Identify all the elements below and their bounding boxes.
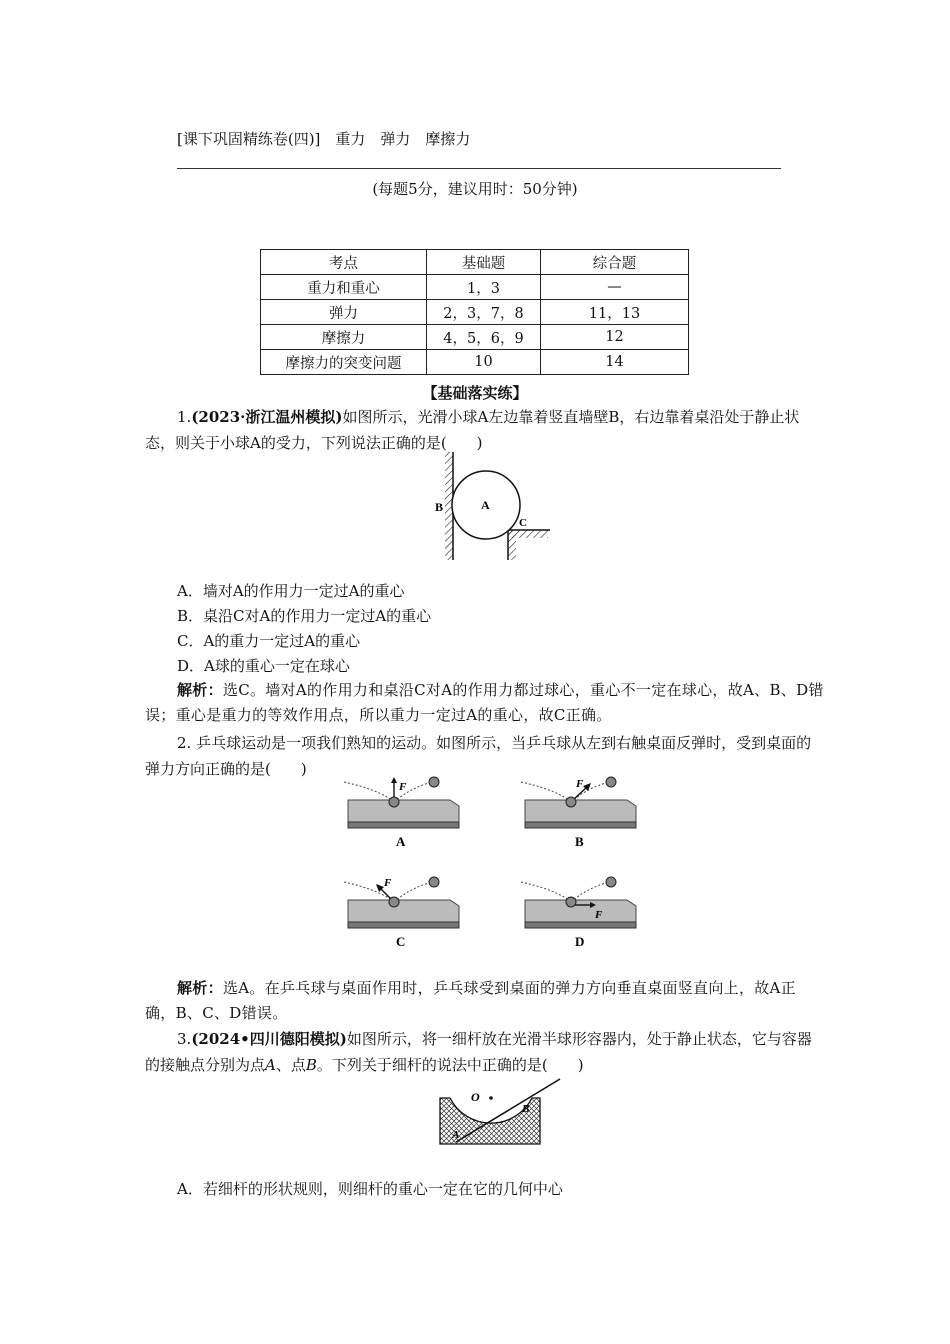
question-3-stem — [145, 1026, 815, 1078]
table-surface — [525, 900, 636, 922]
arrow-head — [391, 777, 397, 783]
question-source: (2024•四川德阳模拟) — [191, 1030, 347, 1048]
center-label: O — [471, 1090, 480, 1104]
section-heading: 【基础落实练】 — [422, 384, 528, 402]
trajectory-in — [344, 782, 394, 802]
question-text: 如图所示，光滑小球A左边靠着竖直墙壁B，右边靠着桌沿处于静止状态，则关于小球A的受力，下列说法正确的是( ) — [145, 408, 800, 452]
question-1-analysis — [145, 678, 825, 728]
option-c: C．A的重力一定过A的重心 — [177, 632, 361, 650]
table-base — [348, 922, 459, 928]
table-cell: — — [541, 275, 689, 300]
panel-label: C — [396, 934, 406, 949]
panel-label: A — [396, 834, 406, 849]
table-cell: 4，5，6，9 — [427, 325, 541, 350]
point-a-figure-label: A — [452, 1129, 460, 1141]
table-cell: 11，13 — [541, 300, 689, 325]
analysis-text: 选A。在乒乓球与桌面作用时，乒乓球受到桌面的弹力方向垂直桌面竖直向上，故A正确，B、C、D错误。 — [145, 979, 796, 1022]
table-side-hatch — [508, 530, 516, 560]
ball-rebound — [429, 777, 439, 787]
question-text: 如图所示，将一细杆放在光滑半球形容器内，处于静止状态，它与容器的接触点分别为点 — [145, 1030, 812, 1074]
ball-label: A — [481, 498, 490, 512]
force-label: F — [595, 909, 603, 921]
table-header-cell: 综合题 — [541, 250, 689, 275]
page-subtitle: (每题5分，建议用时：50分钟) — [372, 180, 578, 198]
table-header-cell: 基础题 — [427, 250, 541, 275]
question-1-figure — [430, 450, 560, 562]
table-cell: 弹力 — [261, 300, 427, 325]
ball — [566, 897, 576, 907]
question-2-stem — [145, 730, 815, 782]
question-text: 乒乓球运动是一项我们熟知的运动。如图所示，当乒乓球从左到右触桌面反弹时，受到桌面的弹力方向正确的是( ) — [145, 734, 812, 778]
table-row — [261, 350, 689, 375]
analysis-label: 解析： — [177, 681, 223, 699]
table-surface — [348, 900, 459, 922]
trajectory-in — [521, 882, 571, 902]
table-cell: 14 — [541, 350, 689, 375]
ball — [389, 897, 399, 907]
ball-rebound — [606, 877, 616, 887]
table-row — [261, 300, 689, 325]
panel-label: D — [575, 934, 585, 949]
question-number: 1. — [177, 408, 192, 426]
wall-label: B — [435, 500, 444, 514]
table-base — [525, 922, 636, 928]
option-d: D．A球的重心一定在球心 — [177, 657, 350, 675]
trajectory-in — [521, 782, 571, 802]
question-number: 3. — [177, 1030, 192, 1048]
table-cell: 10 — [427, 350, 541, 375]
panel-a-figure — [340, 772, 470, 854]
point-a-label: A — [265, 1056, 276, 1074]
table-row — [261, 325, 689, 350]
question-source: (2023·浙江温州模拟) — [191, 408, 343, 426]
option-a: A．若细杆的形状规则，则细杆的重心一定在它的几何中心 — [177, 1180, 563, 1198]
trajectory-out — [571, 882, 609, 902]
table-cell: 12 — [541, 325, 689, 350]
analysis-label: 解析： — [177, 979, 223, 997]
panel-b-figure — [517, 772, 647, 854]
table-cell: 摩擦力 — [261, 325, 427, 350]
table-cell: 1，3 — [427, 275, 541, 300]
ball — [389, 797, 399, 807]
question-text: 、点 — [275, 1056, 306, 1074]
panel-c-figure — [340, 872, 470, 954]
table-cell: 2，3，7，8 — [427, 300, 541, 325]
force-label: F — [576, 778, 584, 790]
panel-d-figure — [517, 872, 647, 954]
edge-label: C — [519, 517, 527, 529]
table-base — [348, 822, 459, 828]
panel-label: B — [575, 834, 584, 849]
table-header-cell: 考点 — [261, 250, 427, 275]
question-1-stem — [145, 404, 815, 456]
option-b: B．桌沿C对A的作用力一定过A的重心 — [177, 607, 432, 625]
analysis-text: 选C。墙对A的作用力和桌沿C对A的作用力都过球心，重心不一定在球心，故A、B、D错误；重心是重力的等效作用点，所以重力一定过A的重心，故C正确。 — [145, 681, 824, 724]
point-b-figure-label: B — [522, 1103, 530, 1115]
title-divider — [177, 168, 781, 169]
table-surface — [348, 800, 459, 822]
ball-rebound — [606, 777, 616, 787]
question-number: 2. — [177, 734, 192, 752]
table-cell: 摩擦力的突变问题 — [261, 350, 427, 375]
page-title: [课下巩固精练卷(四)] 重力 弹力 摩擦力 — [177, 130, 471, 148]
table-cell: 重力和重心 — [261, 275, 427, 300]
force-label: F — [399, 781, 407, 793]
table-row — [261, 275, 689, 300]
topic-table — [260, 249, 689, 375]
force-label: F — [384, 877, 392, 889]
point-b-label: B — [305, 1056, 317, 1074]
center-point — [489, 1096, 493, 1100]
question-2-analysis — [145, 976, 825, 1026]
trajectory-out — [394, 882, 432, 902]
table-surface — [525, 800, 636, 822]
option-a: A．墙对A的作用力一定过A的重心 — [177, 582, 405, 600]
ball-rebound — [429, 877, 439, 887]
question-text: 。下列关于细杆的说法中正确的是( ) — [316, 1056, 584, 1074]
table-base — [525, 822, 636, 828]
question-3-figure — [434, 1076, 564, 1148]
table-header-row — [261, 250, 689, 275]
ball — [566, 797, 576, 807]
